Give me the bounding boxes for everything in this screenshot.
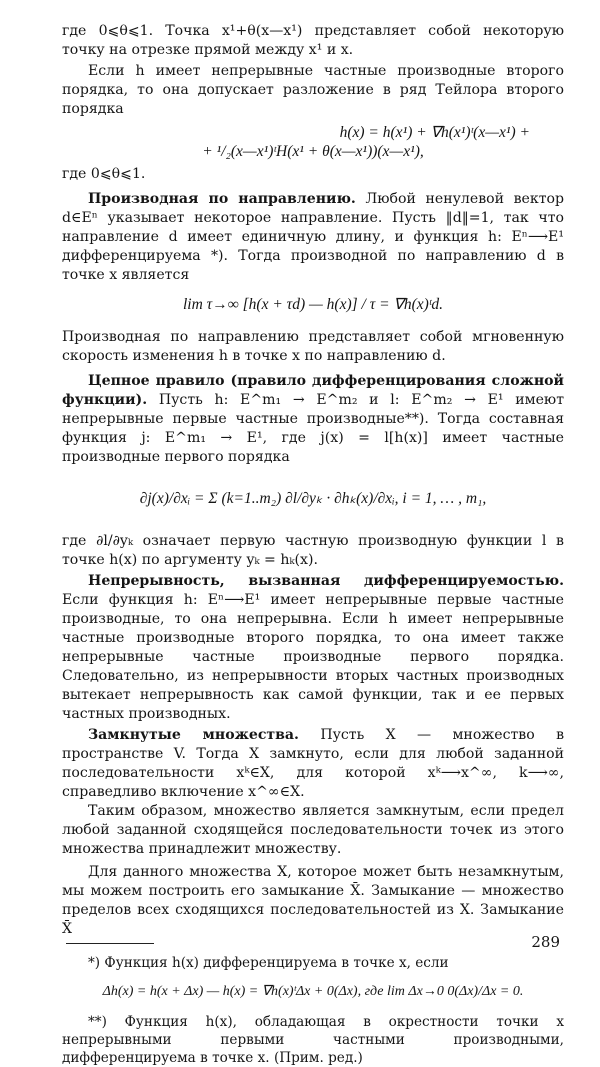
footnote-separator: [66, 943, 154, 944]
directional-derivative-text: Любой ненулевой вектор d∈Eⁿ указывает некоторое направление. Пусть ‖d‖=1, так что направление d имеет единичную длину, и функция h: Eⁿ⟶E¹ дифференцируема *). Тогда производной по направлению d в точке x является: [62, 191, 565, 283]
paragraph-closed-sets: [62, 726, 564, 802]
formula-chain-rule: ∂j(x)/∂xᵢ = Σ (k=1..m₂) ∂l/∂yₖ · ∂hₖ(x)/∂xᵢ, i = 1, … , m₁,: [139, 490, 487, 507]
heading-closed-sets: Замкнутые множества.: [88, 727, 299, 743]
chain-rule-text: Пусть h: E^m₁ → E^m₂ и l: E^m₂ → E¹ имеют непрерывные первые частные производные**). Тогда составная функция j: E^m₁ → E¹, где j(x) = l[h(x)] имеет частные производные первого порядка: [62, 392, 564, 465]
paragraph-continuity: [62, 572, 564, 724]
formula-taylor-line-1: h(x) = h(x¹) + ∇h(x¹)ᵗ(x—x¹) +: [339, 124, 530, 141]
formula-footnote-differentiability: Δh(x) = h(x + Δx) — h(x) = ∇h(x)ᵗΔx + 0(Δx), где lim Δx→0 0(Δx)/Δx = 0.: [102, 984, 524, 999]
footnote-2: **) Функция h(x), обладающая в окрестности точки x непрерывными первыми частными производными, дифференцируема в точке x. (Прим. ред.): [62, 1014, 564, 1066]
heading-directional-derivative: Производная по направлению.: [88, 191, 356, 207]
paragraph-closure: Для данного множества X, которое может быть незамкнутым, мы можем построить его замыкание X̄. Замыкание — множество пределов всех сходящихся последовательностей из X. Замыкание X̄: [62, 864, 564, 937]
formula-directional-limit: lim τ→∞ [h(x + τd) — h(x)] / τ = ∇h(x)ᵗd.: [182, 296, 444, 313]
closed-sets-text: Пусть X — множество в пространстве V. Тогда X замкнуто, если для любой заданной последовательности xᵏ∈X, для которой xᵏ⟶x^∞, k⟶∞, справедливо включение x^∞∈X.: [62, 727, 565, 800]
theta-range-note: где 0⩽θ⩽1.: [62, 166, 146, 182]
page-number: 289: [531, 933, 560, 951]
continuity-text: Если функция h: Eⁿ⟶E¹ имеет непрерывные первые частные производные, то она непрерывна. Если h имеет непрерывные частные производные второго порядка, то она имеет также непрерывные частные производные первого порядка. Следовательно, из непрерывности вторых частных производных вытекает непрерывность как самой функции, так и ее первых частных производных.: [62, 592, 564, 722]
paragraph-chain-rule: [62, 372, 564, 467]
paragraph-directional-meaning: Производная по направлению представляет собой мгновенную скорость изменения h в точке x по направлению d.: [62, 329, 564, 364]
formula-taylor-line-2: + ¹/₂(x—x¹)ᵗH(x¹ + θ(x—x¹))(x—x¹),: [202, 143, 424, 160]
paragraph-closed-sets-summary: Таким образом, множество является замкнутым, если предел любой заданной сходящейся последовательности точек из этого множества принадлежит множеству.: [62, 803, 564, 857]
heading-continuity: Непрерывность, вызванная дифференцируемостью.: [88, 573, 564, 589]
paragraph-directional-derivative: [62, 190, 564, 285]
paragraph-taylor-intro: Если h имеет непрерывные частные производные второго порядка, то она допускает разложение в ряд Тейлора второго порядка: [62, 63, 564, 117]
paragraph-chain-rule-explanation: где ∂l/∂yₖ означает первую частную производную функции l в точке h(x) по аргументу yₖ = hₖ(x).: [62, 533, 564, 568]
footnote-1-intro: *) Функция h(x) дифференцируема в точке x, если: [88, 955, 449, 971]
heading-chain-rule: Цепное правило (правило дифференцирования сложной функции).: [62, 373, 564, 408]
paragraph-taylor-point: где 0⩽θ⩽1. Точка x¹+θ(x—x¹) представляет собой некоторую точку на отрезке прямой между x¹ и x.: [62, 23, 564, 58]
